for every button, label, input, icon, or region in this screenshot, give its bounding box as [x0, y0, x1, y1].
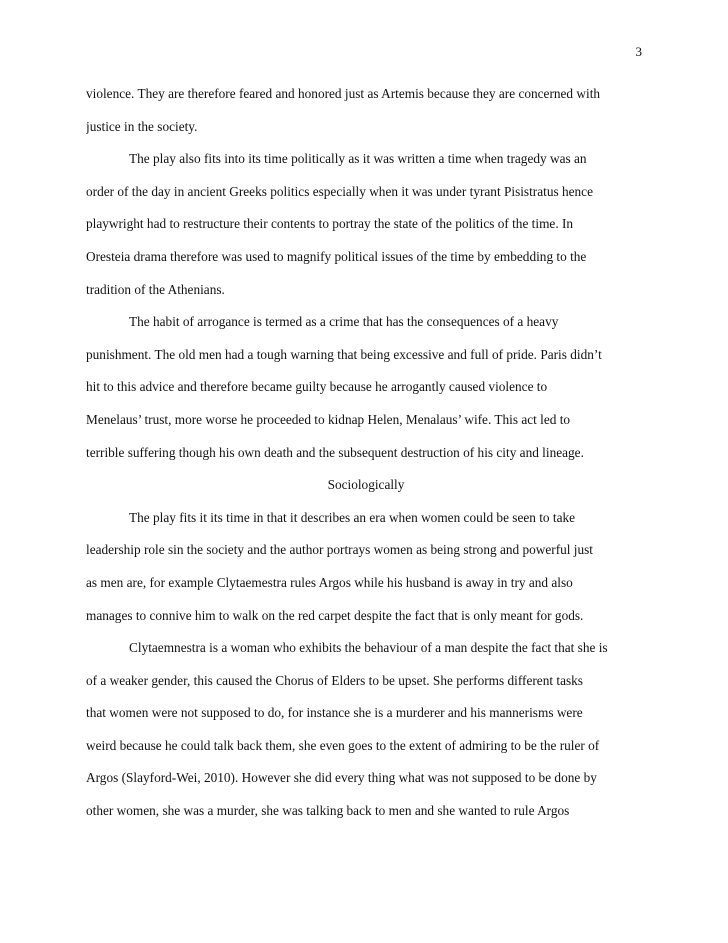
- text-line: of a weaker gender, this caused the Chorus of Elders to be upset. She performs different tasks: [86, 672, 583, 688]
- text-line: manages to connive him to walk on the red carpet despite the fact that is only meant for gods.: [86, 607, 584, 623]
- text-line: violence. They are therefore feared and honored just as Artemis because they are concerned with: [86, 86, 601, 101]
- text-line: hit to this advice and therefore became guilty because he arrogantly caused violence to: [86, 379, 548, 395]
- text-line: order of the day in ancient Greeks politics especially when it was under tyrant Pisistratus hence: [86, 183, 593, 199]
- text-line: Argos (Slayford-Wei, 2010). However she did every thing what was not supposed to be done by: [86, 770, 597, 786]
- text-line: as men are, for example Clytaemestra rules Argos while his husband is away in try and also: [86, 574, 573, 590]
- text-line: tradition of the Athenians.: [86, 281, 225, 297]
- text-line: The play fits it its time in that it describes an era when women could be seen to take: [129, 509, 576, 525]
- text-line: The habit of arrogance is termed as a crime that has the consequences of a heavy: [129, 314, 559, 330]
- body-text: [86, 86, 646, 836]
- text-line: Oresteia drama therefore was used to magnify political issues of the time by embedding to the: [86, 248, 587, 264]
- text-line: terrible suffering though his own death and the subsequent destruction of his city and lineage.: [86, 444, 584, 460]
- text-line: weird because he could talk back them, she even goes to the extent of admiring to be the ruler of: [86, 737, 600, 753]
- text-line: punishment. The old men had a tough warning that being excessive and full of pride. Paris didn’t: [86, 346, 602, 362]
- text-line: that women were not supposed to do, for instance she is a murderer and his mannerisms were: [86, 705, 583, 721]
- text-line: leadership role sin the society and the author portrays women as being strong and powerful just: [86, 542, 594, 558]
- text-line: playwright had to restructure their contents to portray the state of the politics of the time. In: [86, 216, 574, 232]
- page-number: 3: [635, 44, 642, 59]
- text-line: other women, she was a murder, she was talking back to men and she wanted to rule Argos: [86, 803, 570, 819]
- text-line: Menelaus’ trust, more worse he proceeded to kidnap Helen, Menalaus’ wife. This act led to: [86, 411, 571, 427]
- text-line: Clytaemnestra is a woman who exhibits the behaviour of a man despite the fact that she is: [129, 640, 608, 656]
- section-heading: Sociologically: [327, 477, 405, 493]
- text-line: justice in the society.: [86, 118, 198, 134]
- text-line: The play also fits into its time politically as it was written a time when tragedy was an: [129, 151, 587, 167]
